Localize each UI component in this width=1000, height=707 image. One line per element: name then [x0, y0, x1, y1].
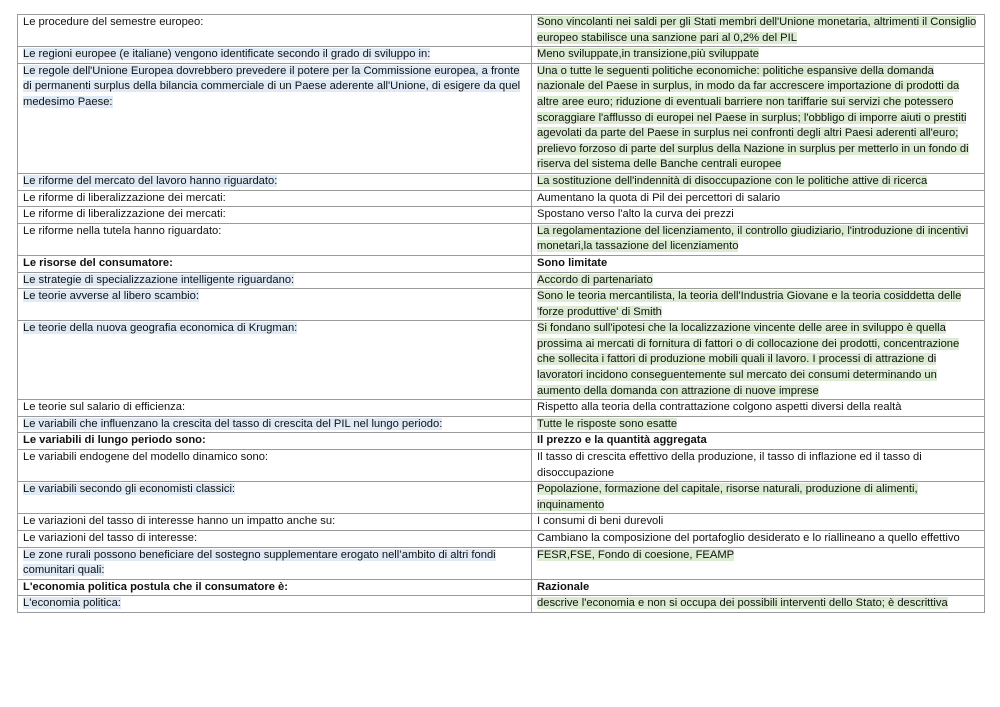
question-text: Le regole dell'Unione Europea dovrebbero prevedere il potere per la Commissione europea, a fronte di permanenti surplus della bilancia commerciale di un Paese aderente all'Unione, di esigere da quel medesimo Paese:: [23, 64, 521, 108]
table-row: [18, 63, 985, 173]
table-row: [18, 482, 985, 514]
answer-cell: [532, 579, 985, 596]
answer-text: Il tasso di crescita effettivo della produzione, il tasso di inflazione ed il tasso di disoccupazione: [537, 451, 922, 479]
answer-text: La sostituzione dell'indennità di disoccupazione con le politiche attive di ricerca: [537, 174, 928, 187]
answer-cell: [532, 47, 985, 64]
question-cell: [18, 531, 532, 548]
answer-text: Meno sviluppate,in transizione,più sviluppate: [537, 48, 760, 61]
question-text: Le variabili che influenzano la crescita del tasso di crescita del PIL nel lungo periodo:: [23, 417, 443, 430]
table-row: [18, 400, 985, 417]
question-text: Le strategie di specializzazione intelligente riguardano:: [23, 273, 295, 286]
answer-text: Rispetto alla teoria della contrattazione colgono aspetti diversi della realtà: [537, 401, 902, 414]
answer-cell: [532, 400, 985, 417]
question-cell: [18, 255, 532, 272]
table-row: [18, 223, 985, 255]
question-cell: [18, 321, 532, 400]
table-row: [18, 173, 985, 190]
answer-text: I consumi di beni durevoli: [537, 515, 664, 528]
question-text: Le teorie della nuova geografia economica di Krugman:: [23, 322, 298, 335]
question-text: Le teorie sul salario di efficienza:: [23, 401, 186, 414]
question-text: Le variazioni del tasso di interesse hanno un impatto anche su:: [23, 515, 336, 528]
answer-text: Sono limitate: [537, 256, 608, 269]
answer-cell: [532, 531, 985, 548]
answer-cell: [532, 207, 985, 224]
answer-cell: [532, 450, 985, 482]
question-text: Le risorse del consumatore:: [23, 256, 173, 269]
question-text: Le zone rurali possono beneficiare del sostegno supplementare erogato nell’ambito di altri fondi comunitari quali:: [23, 548, 496, 577]
question-text: Le teorie avverse al libero scambio:: [23, 290, 199, 303]
question-cell: [18, 547, 532, 579]
table-row: [18, 15, 985, 47]
question-text: Le variazioni del tasso di interesse:: [23, 532, 198, 544]
question-cell: [18, 15, 532, 47]
answer-cell: [532, 514, 985, 531]
answer-text: Una o tutte le seguenti politiche economiche: politiche espansive della domanda nazionale del Paese in surplus, in modo da far accrescere importazione di prodotti da altre aree euro; riduzione di eventuali barriere non tariffarie sui servizi che potessero scoraggiare l'afflusso di europei nel Paese in surplus; l'obbligo di imporre aiuti o prestiti agevolati da parte del Paese in surplus nei confronti degli altri Paesi aderenti all'euro; prelievo forzoso di parte del surplus della Nazione in surplus per metterlo in un fondo di riserva del sistema delle Banche centrali europee: [537, 64, 969, 171]
answer-cell: [532, 173, 985, 190]
question-cell: [18, 596, 532, 613]
answer-cell: [532, 63, 985, 173]
table-row: [18, 596, 985, 613]
question-cell: [18, 450, 532, 482]
answer-text: Sono le teoria mercantilista, la teoria dell'Industria Giovane e la teoria cosiddetta delle 'forze produttive' di Smith: [537, 290, 962, 318]
question-text: Le riforme di liberalizzazione dei mercati:: [23, 208, 226, 221]
question-text: Le variabili endogene del modello dinamico sono:: [23, 451, 269, 464]
answer-cell: [532, 433, 985, 450]
question-text: Le regioni europee (e italiane) vengono identificate secondo il grado di sviluppo in:: [23, 48, 431, 61]
question-cell: [18, 514, 532, 531]
answer-cell: [532, 190, 985, 207]
answer-cell: [532, 416, 985, 433]
answer-cell: [532, 321, 985, 400]
question-text: Le procedure del semestre europeo:: [23, 16, 204, 28]
table-row: [18, 190, 985, 207]
question-cell: [18, 63, 532, 173]
question-text: Le variabili secondo gli economisti classici:: [23, 483, 236, 496]
answer-text: Aumentano la quota di Pil dei percettori di salario: [537, 191, 781, 204]
question-cell: [18, 482, 532, 514]
answer-cell: [532, 15, 985, 47]
answer-text: Popolazione, formazione del capitale, risorse naturali, produzione di alimenti, inquinamento: [537, 483, 918, 511]
table-row: [18, 579, 985, 596]
question-cell: [18, 47, 532, 64]
answer-cell: [532, 272, 985, 289]
document-page: [17, 14, 984, 613]
table-row: [18, 272, 985, 289]
table-row: [18, 207, 985, 224]
question-cell: [18, 190, 532, 207]
answer-cell: [532, 482, 985, 514]
answer-cell: [532, 547, 985, 579]
table-row: [18, 531, 985, 548]
table-row: [18, 547, 985, 579]
question-text: Le riforme del mercato del lavoro hanno riguardato:: [23, 174, 278, 187]
question-cell: [18, 433, 532, 450]
answer-text: FESR,FSE, Fondo di coesione, FEAMP: [537, 548, 735, 561]
question-text: Le riforme di liberalizzazione dei mercati:: [23, 191, 226, 204]
answer-text: Accordo di partenariato: [537, 273, 653, 286]
answer-text: La regolamentazione del licenziamento, il controllo giudiziario, l'introduzione di incentivi monetari,la tassazione del licenziamento: [537, 224, 969, 253]
table-row: [18, 450, 985, 482]
qa-table: [17, 14, 985, 613]
question-cell: [18, 579, 532, 596]
question-cell: [18, 207, 532, 224]
answer-text: Cambiano la composizione del portafoglio desiderato e lo riallineano a quello effettivo: [537, 532, 960, 544]
question-cell: [18, 223, 532, 255]
question-cell: [18, 400, 532, 417]
question-text: L'economia politica postula che il consumatore è:: [23, 580, 288, 593]
table-row: [18, 289, 985, 321]
answer-cell: [532, 596, 985, 613]
question-text: Le riforme nella tutela hanno riguardato:: [23, 224, 222, 237]
qa-table-body: [18, 15, 985, 613]
answer-cell: [532, 223, 985, 255]
answer-text: Si fondano sull'ipotesi che la localizzazione vincente delle aree in sviluppo è quella prossima ai mercati di fornitura di fattori o di collocazione dei prodotti, concentrazione che sollecita i fattori di produzione mobili quali il lavoro. I processi di attrazione di lavoratori incidono conseguentemente sul mercato dei consumi determinando un aumento della domanda con attrazione di nuove imprese: [537, 322, 960, 397]
answer-text: Sono vincolanti nei saldi per gli Stati membri dell'Unione monetaria, altrimenti il Consiglio europeo stabilisce una sanzione pari al 0,2% del PIL: [537, 16, 977, 44]
question-cell: [18, 272, 532, 289]
table-row: [18, 514, 985, 531]
answer-text: Il prezzo e la quantità aggregata: [537, 434, 707, 447]
question-cell: [18, 416, 532, 433]
answer-text: Spostano verso l'alto la curva dei prezzi: [537, 208, 734, 221]
question-text: Le variabili di lungo periodo sono:: [23, 434, 206, 447]
question-cell: [18, 289, 532, 321]
question-text: L'economia politica:: [23, 597, 121, 610]
answer-cell: [532, 289, 985, 321]
answer-text: Tutte le risposte sono esatte: [537, 417, 678, 430]
table-row: [18, 433, 985, 450]
answer-text: descrive l'economia e non si occupa dei possibili interventi dello Stato; è descrittiva: [537, 597, 948, 610]
table-row: [18, 416, 985, 433]
answer-cell: [532, 255, 985, 272]
question-cell: [18, 173, 532, 190]
table-row: [18, 321, 985, 400]
answer-text: Razionale: [537, 580, 590, 593]
table-row: [18, 255, 985, 272]
table-row: [18, 47, 985, 64]
